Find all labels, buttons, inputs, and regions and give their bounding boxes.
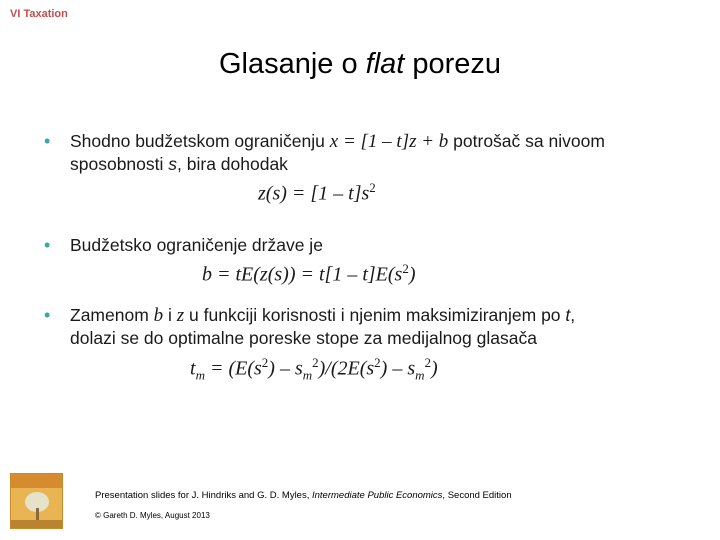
bullet-1-line2-b: , bira dohodak — [177, 154, 288, 174]
book-cover-icon — [10, 473, 63, 529]
footer-copyright: © Gareth D. Myles, August 2013 — [95, 511, 210, 520]
footer-credit: Presentation slides for J. Hindriks and G. D. Myles, Intermediate Public Economics, Second Edition — [95, 490, 512, 501]
bullet-dot-icon: • — [44, 235, 51, 255]
bullet-1-math: x = [1 – t]z + b — [329, 131, 449, 152]
course-header: VI Taxation — [10, 8, 68, 20]
bullet-3: • Zamenom b i z u funkciji korisnosti i njenim maksimiziranjem po t, dolazi se do optimalne poreske stope za medijalnog glasača — [44, 305, 576, 348]
formula-2: $b = tE(z(s)) = t[1 - t]E(s^2)$ — [202, 261, 416, 286]
bullet-dot-icon: • — [44, 305, 51, 325]
bullet-2-text: Budžetsko ograničenje države je — [70, 235, 323, 255]
bullet-1-line2-a: sposobnosti — [70, 154, 169, 174]
formula-1: $z(s) = [1 - t]s^2$ — [258, 180, 376, 205]
bullet-2 — [44, 234, 704, 256]
title-main: Glasanje o — [218, 48, 366, 80]
formula-3: $t_m = (E(s^2) - s_m^2)/(2E(s^2) - s_m^2)$ — [190, 355, 438, 383]
title-italic: flat — [365, 48, 405, 80]
bullet-3-line2: dolazi se do optimalne poreske stope za medijalnog glasača — [70, 328, 537, 348]
bullet-1-text-a: Shodno budžetskom ograničenju — [70, 131, 330, 151]
bullet-1-text-b: potrošač sa nivoom — [448, 131, 605, 151]
bullet-1 — [44, 130, 704, 175]
title-rest: porezu — [404, 48, 502, 80]
bullet-1-line2-s: s — [168, 154, 178, 174]
bullet-dot-icon: • — [44, 131, 51, 151]
slide-title — [0, 48, 720, 81]
